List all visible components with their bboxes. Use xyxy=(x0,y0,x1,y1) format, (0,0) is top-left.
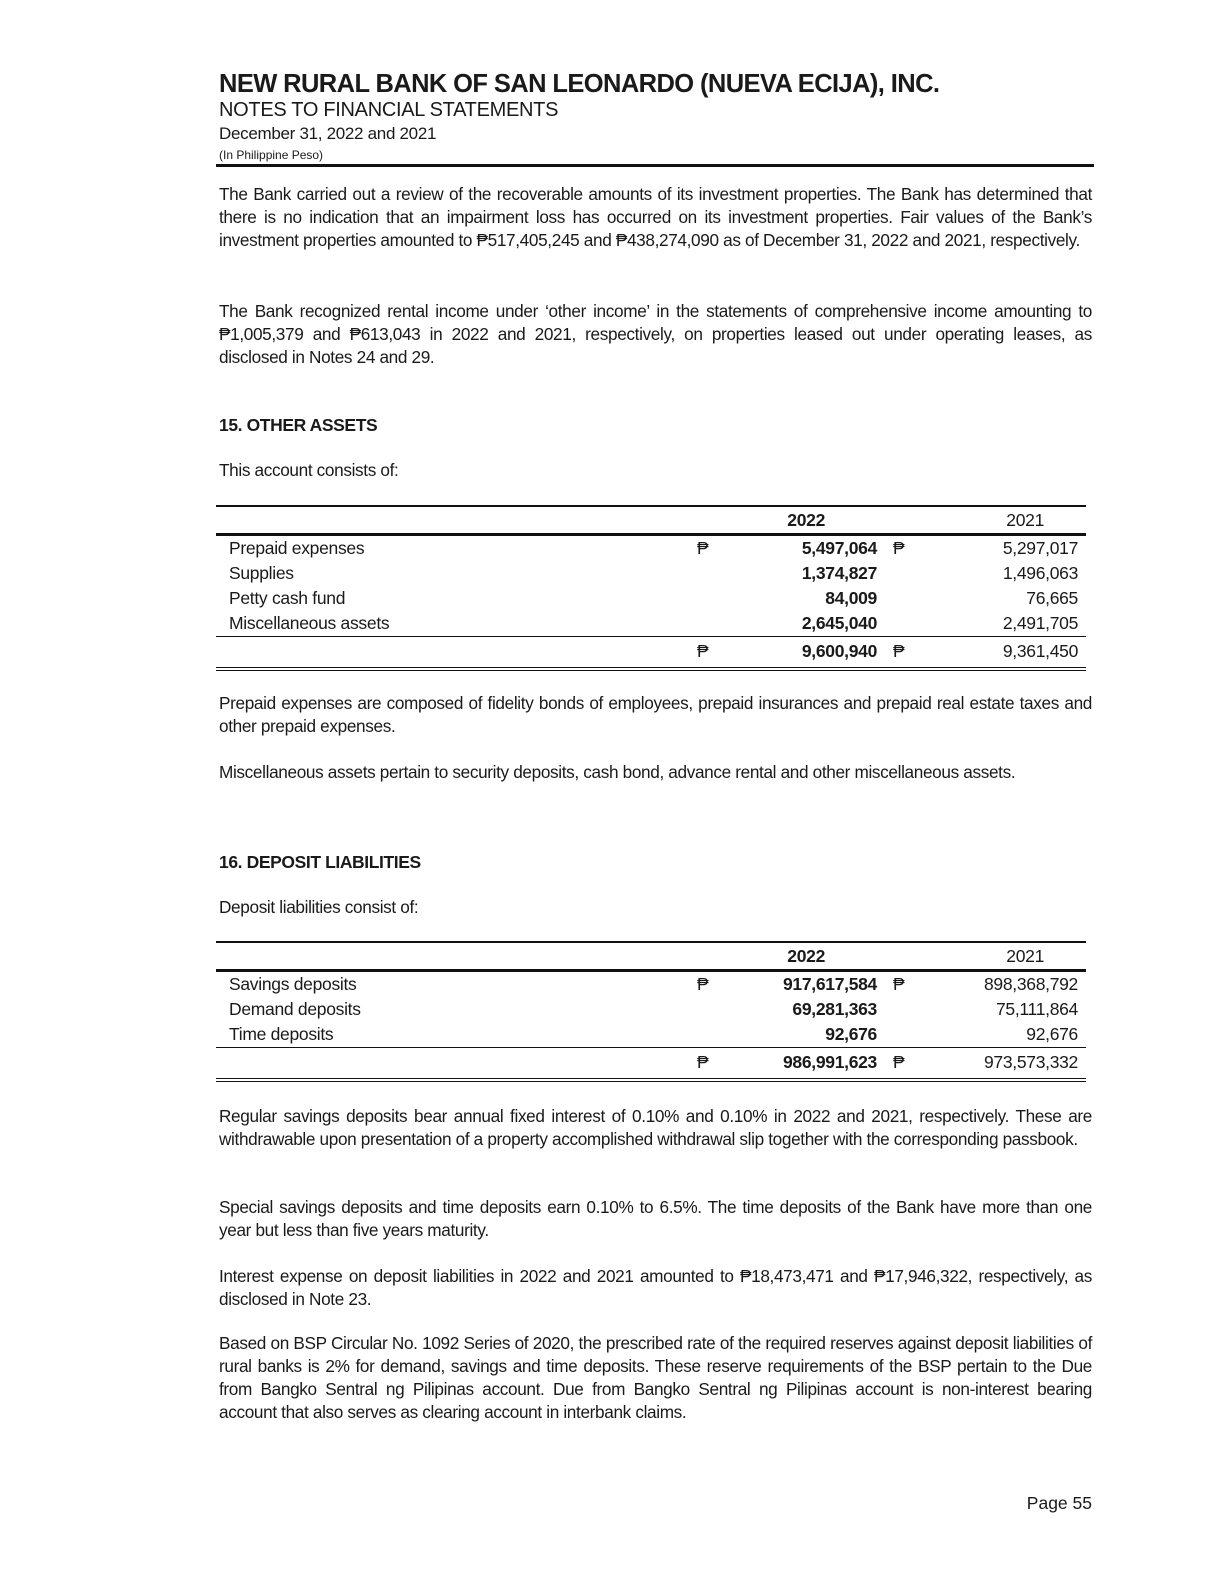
reserve-requirements-paragraph: Based on BSP Circular No. 1092 Series of 2020, the prescribed rate of the required reserves against deposit liabilities of rural banks is 2% for demand, savings and time deposits. These reserve requirements of the BSP pertain to the Due from Bangko Sentral ng Pilipinas account. Due from Bangko Sentral ng Pilipinas account is non-interest bearing account that also serves as clearing account in interbank claims. xyxy=(219,1333,1092,1422)
value-2022: 5,497,064 xyxy=(801,538,877,558)
column-header-2021: 2021 xyxy=(877,506,1086,535)
column-header-2022: 2022 xyxy=(697,942,877,971)
row-label: Supplies xyxy=(229,563,294,583)
total-2021: 9,361,450 xyxy=(945,637,1086,670)
column-header-2022: 2022 xyxy=(697,506,877,535)
table-row xyxy=(216,997,1086,1022)
table-total-row xyxy=(216,1048,1086,1081)
prepaid-expenses-paragraph: Prepaid expenses are composed of fidelity bonds of employees, prepaid insurances and prepaid real estate taxes and other prepaid expenses. xyxy=(219,693,1092,736)
table-row xyxy=(216,1022,1086,1048)
interest-expense-paragraph: Interest expense on deposit liabilities in 2022 and 2021 amounted to ₱18,473,471 and ₱17,946,322, respectively, as disclosed in Note 23. xyxy=(219,1266,1092,1309)
table-row xyxy=(216,611,1086,637)
value-2021: 898,368,792 xyxy=(983,974,1078,994)
value-2021: 76,665 xyxy=(1026,588,1078,608)
value-2022: 2,645,040 xyxy=(737,611,877,637)
row-label: Petty cash fund xyxy=(229,588,346,608)
note-15-heading: 15. OTHER ASSETS xyxy=(219,415,378,435)
table-row xyxy=(216,971,1086,998)
value-2022: 84,009 xyxy=(825,588,877,608)
total-2022: 9,600,940 xyxy=(737,637,877,670)
header-divider xyxy=(216,164,1094,167)
peso-sign: ₱ xyxy=(697,538,709,558)
column-header-2021: 2021 xyxy=(877,942,1086,971)
row-label: Savings deposits xyxy=(229,974,357,994)
regular-savings-paragraph: Regular savings deposits bear annual fixed interest of 0.10% and 0.10% in 2022 and 2021, respectively. These are withdrawable upon presentation of a property accomplished withdrawal slip together with the corresponding passbook. xyxy=(219,1106,1092,1149)
total-2021: 973,573,332 xyxy=(945,1048,1086,1081)
deposit-liabilities-table xyxy=(216,941,1086,1082)
table-total-row xyxy=(216,637,1086,670)
value-2022: 69,281,363 xyxy=(792,999,877,1019)
value-2021: 75,111,864 xyxy=(996,999,1078,1019)
peso-sign: ₱ xyxy=(877,637,945,670)
value-2022: 92,676 xyxy=(737,1022,877,1048)
note-16-heading: 16. DEPOSIT LIABILITIES xyxy=(219,852,421,872)
company-name: NEW RURAL BANK OF SAN LEONARDO (NUEVA ECIJA), INC. xyxy=(219,70,940,98)
note-16-intro: Deposit liabilities consist of: xyxy=(219,897,419,917)
total-2022: 986,991,623 xyxy=(737,1048,877,1081)
peso-sign: ₱ xyxy=(697,1048,737,1081)
value-2022: 1,374,827 xyxy=(801,563,877,583)
rental-income-paragraph: The Bank recognized rental income under ‘other income’ in the statements of comprehensive income amounting to ₱1,005,379 and ₱613,043 in 2022 and 2021, respectively, on properties leased out under operating leases, as disclosed in Notes 24 and 29. xyxy=(219,301,1092,367)
currency-unit-note: (In Philippine Peso) xyxy=(219,148,324,162)
peso-sign: ₱ xyxy=(893,974,905,994)
row-label: Miscellaneous assets xyxy=(216,611,697,637)
row-label: Time deposits xyxy=(216,1022,697,1048)
peso-sign: ₱ xyxy=(697,637,737,670)
table-row xyxy=(216,561,1086,586)
row-label: Prepaid expenses xyxy=(229,538,365,558)
value-2021: 5,297,017 xyxy=(1002,538,1078,558)
peso-sign: ₱ xyxy=(877,1048,945,1081)
page-number: Page 55 xyxy=(1026,1493,1092,1513)
value-2021: 1,496,063 xyxy=(1002,563,1078,583)
table-header-row xyxy=(216,942,1086,971)
row-label: Demand deposits xyxy=(229,999,361,1019)
statement-date: December 31, 2022 and 2021 xyxy=(219,124,437,143)
peso-sign: ₱ xyxy=(893,538,905,558)
special-savings-paragraph: Special savings deposits and time deposits earn 0.10% to 6.5%. The time deposits of the Bank have more than one year but less than five years maturity. xyxy=(219,1197,1092,1240)
table-header-row xyxy=(216,506,1086,535)
document-subtitle: NOTES TO FINANCIAL STATEMENTS xyxy=(219,99,559,121)
value-2021: 92,676 xyxy=(945,1022,1086,1048)
table-row xyxy=(216,535,1086,562)
investment-properties-paragraph: The Bank carried out a review of the recoverable amounts of its investment properties. The Bank has determined that there is no indication that an impairment loss has occurred on its investment properties. Fair values of the Bank’s investment properties amounted to ₱517,405,245 and ₱438,274,090 as of December 31, 2022 and 2021, respectively. xyxy=(219,184,1092,250)
miscellaneous-assets-paragraph: Miscellaneous assets pertain to security deposits, cash bond, advance rental and other miscellaneous assets. xyxy=(219,762,1016,782)
table-row xyxy=(216,586,1086,611)
peso-sign: ₱ xyxy=(697,974,709,994)
value-2022: 917,617,584 xyxy=(782,974,877,994)
other-assets-table xyxy=(216,505,1086,671)
note-15-intro: This account consists of: xyxy=(219,460,399,480)
value-2021: 2,491,705 xyxy=(945,611,1086,637)
